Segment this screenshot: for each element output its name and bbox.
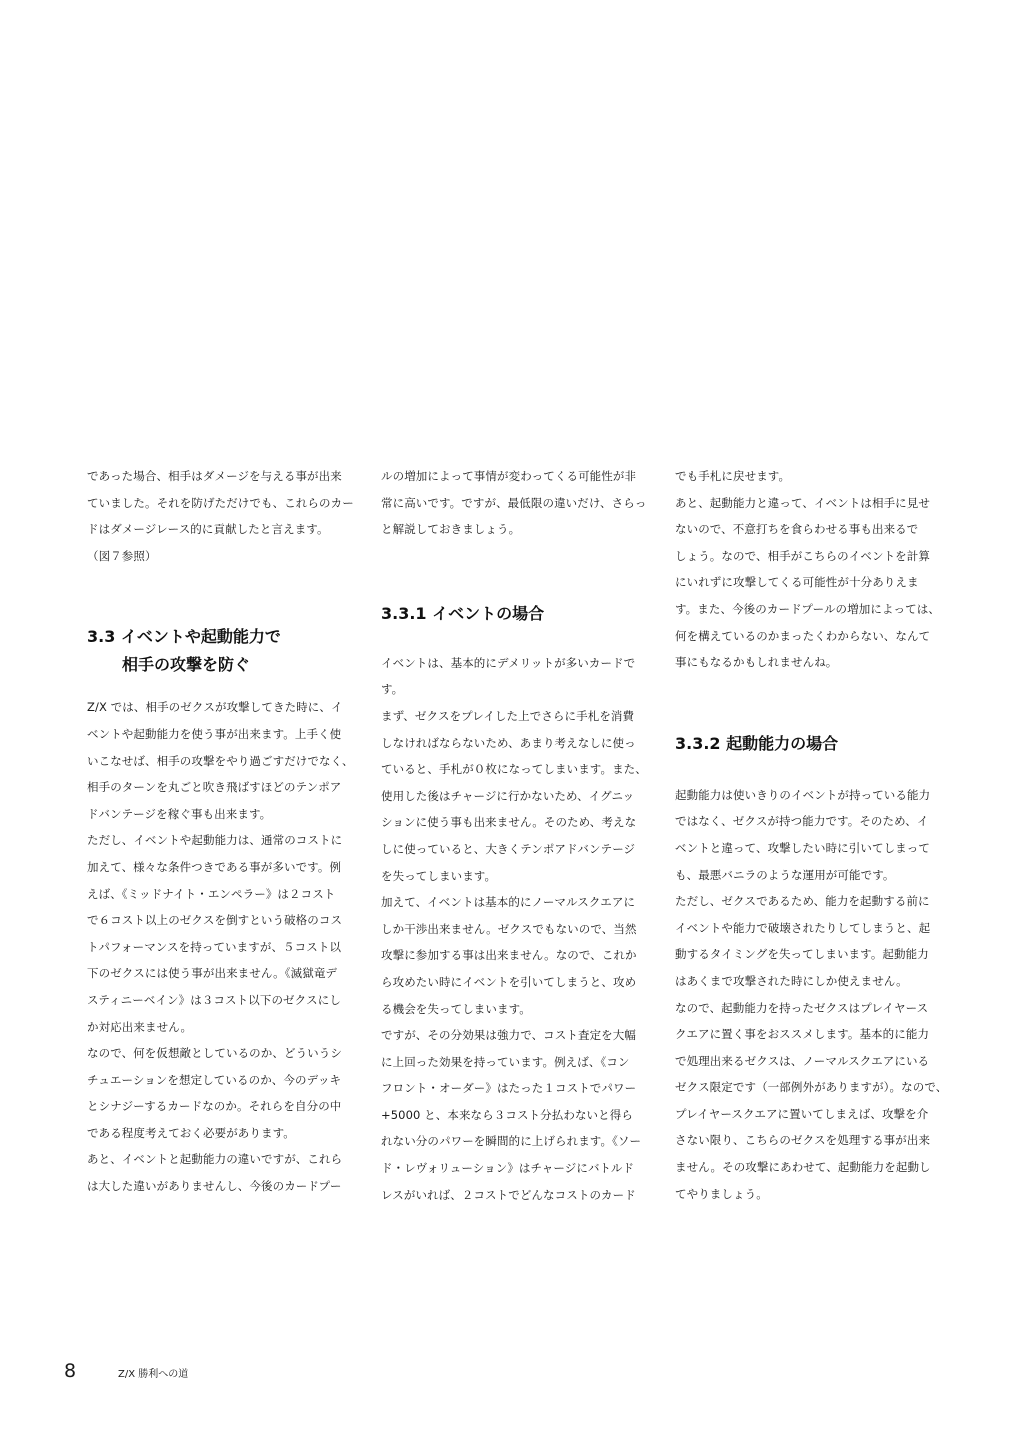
text-line: 加えて、イベントは基本的にノーマルスクエアに <box>381 895 636 910</box>
text-line: いこなせば、相手の攻撃をやり過ごすだけでなく、 <box>87 753 354 768</box>
text-line: 起動能力は使いきりのイベントが持っている能力 <box>675 787 931 802</box>
text-line: に上回った効果を持っています。例えば、《コン <box>381 1054 630 1069</box>
text-line: ションに使う事も出来ません。そのため、考えな <box>381 815 637 830</box>
text-line: はあくまで攻撃された時にしか使えません。 <box>675 973 908 988</box>
text-line: 加えて、様々な条件つきである事が多いです。例 <box>87 859 342 874</box>
text-line: ド・レヴォリューション》はチャージにバトルド <box>381 1161 635 1176</box>
text-line: 攻撃に参加する事は出来ません。なので、これか <box>381 948 637 963</box>
column-1 <box>87 463 354 1200</box>
text-line: であった場合、相手はダメージを与える事が出来 <box>87 469 342 483</box>
text-line: ではなく、ゼクスが持つ能力です。そのため、イ <box>675 814 929 829</box>
text-line: ベントや起動能力を使う事が出来ます。上手く使 <box>87 726 342 741</box>
text-line: スティニーベイン》は３コスト以下のゼクスにし <box>87 992 341 1007</box>
text-line: あと、起動能力と違って、イベントは相手に見せ <box>675 495 930 510</box>
page-footer <box>64 1360 188 1382</box>
text-line: 使用した後はチャージに行かないため、イグニッ <box>381 788 635 803</box>
text-line: 何を構えているのかまったくわからない、なんて <box>675 628 931 643</box>
paragraph-block <box>675 782 948 1208</box>
text-line: トパフォーマンスを持っていますが、５コスト以 <box>87 939 342 954</box>
column-3 <box>675 463 948 1207</box>
text-line: ルの増加によって事情が変わってくる可能性が非 <box>381 469 637 483</box>
text-line: ていました。それを防げただけでも、これらのカー <box>87 495 354 510</box>
text-line: なので、何を仮想敵としているのか、どういうシ <box>87 1046 342 1061</box>
text-line: しに使っていると、大きくテンポアドバンテージ <box>381 841 636 856</box>
text-line: にいれずに攻撃してくる可能性が十分ありえま <box>675 575 919 590</box>
text-line: る機会を失ってしまいます。 <box>381 1001 531 1016</box>
section-heading-line-1: 3.3 イベントや起動能力で <box>87 627 281 647</box>
text-line: 動するタイミングを失ってしまいます。起動能力 <box>675 947 929 962</box>
text-line: である程度考えておく必要があります。 <box>87 1125 295 1140</box>
paragraph-block <box>87 694 354 1199</box>
text-line: を失ってしまいます。 <box>381 868 497 883</box>
text-line: しか干渉出来ません。ゼクスでもないので、当然 <box>381 921 637 936</box>
page-number: 8 <box>64 1360 77 1382</box>
text-line: しなければならないため、あまり考えなしに使っ <box>381 735 636 750</box>
text-line: で６コスト以上のゼクスを倒すという破格のコス <box>87 913 343 928</box>
text-line: ないので、不意打ちを食らわせる事も出来るで <box>675 522 919 537</box>
text-line: ドはダメージレース的に貢献したと言えます。 <box>87 522 329 537</box>
text-line: ません。その攻撃にあわせて、起動能力を起動し <box>675 1160 931 1175</box>
text-line: ベントと違って、攻撃したい時に引いてしまって <box>675 840 930 855</box>
text-line: ですが、その分効果は強力で、コスト査定を大幅 <box>381 1028 636 1043</box>
text-line: す。 <box>381 682 404 697</box>
running-title: Z/X 勝利への道 <box>118 1369 189 1380</box>
text-line: +5000 と、本来なら３コスト分払わないと得ら <box>381 1107 633 1122</box>
text-line: まず、ゼクスをプレイした上でさらに手札を消費 <box>381 708 635 723</box>
paragraph-block <box>87 463 354 569</box>
text-line: 下のゼクスには使う事が出来ません。《滅獄竜デ <box>87 966 338 981</box>
section-heading-3-3-1: 3.3.1 イベントの場合 <box>381 603 545 623</box>
text-line: ドバンテージを稼ぐ事も出来ます。 <box>87 806 272 821</box>
text-line: か対応出来ません。 <box>87 1019 193 1034</box>
section-heading-line-2: 相手の攻撃を防ぐ <box>122 655 251 675</box>
text-line: でも手札に戻せます。 <box>675 469 791 483</box>
section-heading-3-3 <box>87 623 349 679</box>
text-line: ていると、手札が０枚になってしまいます。また、 <box>381 762 647 777</box>
text-line: レスがいれば、２コストでどんなコストのカード <box>381 1187 636 1202</box>
paragraph-block <box>381 463 647 543</box>
text-line: 常に高いです。ですが、最低限の違いだけ、さらっ <box>381 495 647 510</box>
text-line: れない分のパワーを瞬間的に上げられます。《ソー <box>381 1134 642 1149</box>
text-line: しょう。なので、相手がこちらのイベントを計算 <box>675 548 930 563</box>
text-line: 相手のターンを丸ごと吹き飛ばすほどのテンポア <box>87 780 342 795</box>
column-2 <box>381 463 647 1208</box>
text-line: フロント・オーダー》はたった１コストでパワー <box>381 1081 637 1096</box>
text-line: と解説しておきましょう。 <box>381 522 521 537</box>
text-line: えば、《ミッドナイト・エンペラー》は２コスト <box>87 886 336 901</box>
text-line: Z/X では、相手のゼクスが攻撃してきた時に、イ <box>87 700 343 715</box>
text-line: さない限り、こちらのゼクスを処理する事が出来 <box>675 1133 931 1148</box>
text-line: 事にもなるかもしれませんね。 <box>675 655 838 670</box>
text-line: チュエーションを想定しているのか、今のデッキ <box>87 1072 342 1087</box>
text-line: ゼクス限定です（一部例外がありますが）。なので、 <box>675 1080 948 1095</box>
text-line: クエアに置く事をおススメします。基本的に能力 <box>675 1027 930 1042</box>
text-line: も、最悪バニラのような運用が可能です。 <box>675 867 895 882</box>
text-line: とシナジーするカードなのか。それらを自分の中 <box>87 1099 342 1114</box>
text-line: なので、起動能力を持ったゼクスはプレイヤース <box>675 1000 929 1015</box>
text-line: （図７参照） <box>87 548 157 563</box>
text-line: プレイヤースクエアに置いてしまえば、攻撃を介 <box>675 1106 929 1121</box>
text-line: は大した違いがありませんし、今後のカードプー <box>87 1179 342 1194</box>
paragraph-block <box>381 650 647 1208</box>
paragraph-block <box>675 463 940 676</box>
text-line: す。また、今後のカードプールの増加によっては、 <box>675 601 940 616</box>
text-line: ただし、ゼクスであるため、能力を起動する前に <box>675 894 930 909</box>
text-line: あと、イベントと起動能力の違いですが、これら <box>87 1152 343 1167</box>
section-heading-3-3-2: 3.3.2 起動能力の場合 <box>675 733 839 753</box>
text-line: イベントや能力で破壊されたりしてしまうと、起 <box>675 920 931 935</box>
text-line: てやりましょう。 <box>675 1186 768 1201</box>
text-line: で処理出来るゼクスは、ノーマルスクエアにいる <box>675 1053 930 1068</box>
text-line: イベントは、基本的にデメリットが多いカードで <box>381 655 636 670</box>
text-line: ら攻めたい時にイベントを引いてしまうと、攻め <box>381 974 637 989</box>
text-line: ただし、イベントや起動能力は、通常のコストに <box>87 833 343 848</box>
